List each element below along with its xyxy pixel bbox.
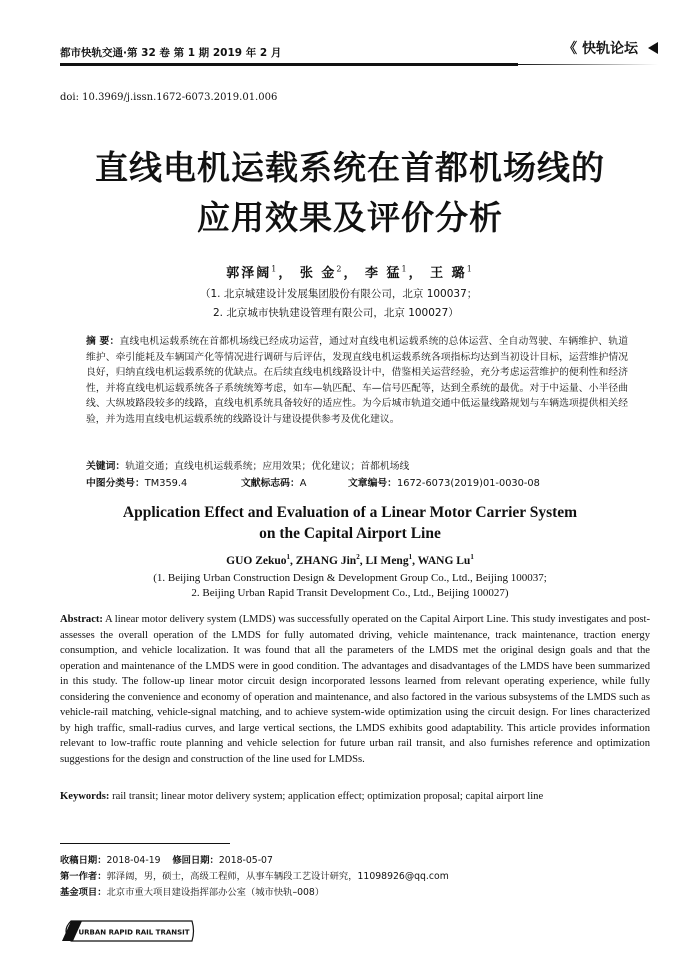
- keywords-en-label: Keywords:: [60, 791, 110, 802]
- keywords-cn-text: 轨道交通；直线电机运载系统；应用效果；优化建议；首都机场线: [125, 461, 410, 472]
- author-en-sup: 1: [408, 553, 413, 561]
- title-en-line-2: on the Capital Airport Line: [259, 525, 441, 542]
- title-cn-line-2: 应用效果及评价分析: [197, 198, 503, 237]
- author-en-sup: 2: [356, 553, 360, 561]
- doi[interactable]: doi: 10.3969/j.issn.1672-6073.2019.01.006: [60, 92, 278, 103]
- section-header: [563, 38, 658, 58]
- author-cn: 郭泽阔: [226, 266, 272, 281]
- clc-label: 中图分类号：: [86, 478, 145, 489]
- footnote-rule: [60, 843, 230, 844]
- keywords-en-text: rail transit; linear motor delivery system; application effect; optimization proposal; capital airport line: [112, 791, 544, 802]
- keywords-en: [60, 791, 543, 802]
- doc-label: 文献标志码：: [241, 478, 300, 489]
- abstract-en-label: Abstract:: [60, 614, 103, 625]
- doc-code: [241, 475, 306, 489]
- footnote-first-author: [60, 868, 449, 882]
- doc-value: A: [299, 478, 307, 489]
- journal-logo: [60, 920, 196, 942]
- clc-value: TM359.4: [144, 478, 188, 489]
- affiliation-cn-1: （1. 北京城建设计发展集团股份有限公司，北京 100037；: [200, 288, 478, 300]
- author-en: LI Meng: [365, 554, 409, 567]
- funding-text: 北京市重大项目建设指挥部办公室（城市快轨–008）: [106, 887, 325, 898]
- author-en-sup: 1: [286, 553, 291, 561]
- affiliation-en-2: 2. Beijing Urban Rapid Transit Development Co., Ltd., Beijing 100027): [191, 587, 509, 599]
- article-number: [348, 475, 540, 489]
- article-label: 文章编号：: [348, 478, 397, 489]
- author-cn: 王 璐: [430, 266, 467, 281]
- abstract-en-text: A linear motor delivery system (LMDS) was successfully operated on the Capital Airport Line. This study investigates and post-assesses the overall operation of the LMDS for fully automated driving, vehicle maintenance, track maintenance, traction energy consumption, and vehicle localization. It was found that all the parameters of the LMDS met the original design goals and that the operation and maintenance of the LMDS were in good condition. The advantages and disadvantages of the LMDS have been summarized in this study. The follow-up linear motor circuit design incorporated lessons learned from relevant operating experience, while fully considering the convenience and economy of operation and maintenance, and also factored in the various subsystems of the LMDS such as vehicle-rail matching, vehicle-signal matching, and to achieve system-wide optimization using the circuit design. For lines characterized by high traffic, small-radius curves, and large vertical sections, the LMDS exhibits good adaptability. This article provides information relevant to low-traffic route planning and vehicle selection for future urban rail transit, and also furnishes reference and optimization suggestions for the design and construction of the line used for LMDSs.: [60, 614, 650, 765]
- triangle-left-icon: [648, 42, 658, 54]
- affiliation-cn-2: 2. 北京城市快轨建设管理有限公司，北京 100027）: [213, 307, 459, 319]
- affiliation-en-1: (1. Beijing Urban Construction Design & Development Group Co., Ltd., Beijing 100037;: [153, 572, 547, 584]
- revised-date: 2018-05-07: [218, 855, 273, 866]
- revised-label: 修回日期：: [172, 855, 219, 866]
- keywords-cn: [86, 458, 409, 472]
- clc-number: [86, 475, 187, 489]
- logo-text: URBAN RAPID RAIL TRANSIT: [78, 928, 190, 937]
- abstract-cn: [86, 334, 628, 428]
- title-en: [0, 502, 700, 544]
- section-label: 《 快轨论坛: [563, 41, 638, 57]
- article-value: 1672-6073(2019)01-0030-08: [396, 478, 540, 489]
- author-en-sup: 1: [470, 553, 474, 561]
- authors-cn: 郭泽阔$^1$， 张 金$^2$， 李 猛$^1$， 王 璐$^1$: [226, 264, 474, 281]
- footnote-funding: [60, 884, 324, 898]
- author-cn: 李 猛: [365, 266, 402, 281]
- author-cn-sup: 1: [271, 264, 279, 274]
- abstract-en: [60, 612, 650, 767]
- author-cn: 张 金: [299, 266, 337, 281]
- header-rule-fade: [518, 64, 658, 65]
- abstract-cn-label: 摘 要：: [86, 336, 120, 347]
- first-author-text: 郭泽阔，男，硕士，高级工程师，从事车辆段工艺设计研究，11098926@qq.com: [106, 871, 449, 882]
- funding-label: 基金项目：: [60, 887, 107, 898]
- author-cn-sup: 2: [336, 264, 344, 274]
- title-cn-line-1: 直线电机运载系统在首都机场线的: [95, 148, 605, 187]
- author-en: WANG Lu: [417, 554, 471, 567]
- abstract-cn-text: 直线电机运载系统在首都机场线已经成功运营，通过对直线电机运载系统的总体运营、全自动驾驶、车辆维护、轨道维护、牵引能耗及车辆国产化等情况进行调研与后评估，发现直线电机运载系统各项指标均达到当初设计目标，运营维护情况良好，归纳直线电机运载系统的优缺点。在后续直线电机线路设计中，借鉴相关运营经验，充分考虑运营维护的便利性和经济性，并将直线电机运载系统各子系统统筹考虑，如车—轨匹配、车—信号匹配等，达到全系统的最优。对于中运量、小半径曲线、大纵坡路段较多的线路，直线电机系统具备较好的适应性。为今后城市轨道交通中低运量线路规划与车辆选项提供相关经验，并为选用直线电机运载系统的线路设计与建设提供参考及优化建议。: [86, 336, 628, 425]
- authors-en: GUO Zekuo$^1$, ZHANG Jin$^2$, LI Meng$^1$, WANG Lu$^1$: [226, 553, 474, 567]
- author-en: GUO Zekuo: [226, 554, 287, 567]
- journal-header: 都市快轨交通·第 32 卷 第 1 期 2019 年 2 月: [60, 47, 282, 59]
- received-date: 2018-04-19: [106, 855, 161, 866]
- author-cn-sup: 1: [466, 264, 474, 274]
- received-label: 收稿日期：: [60, 855, 107, 866]
- author-en: ZHANG Jin: [295, 554, 357, 567]
- title-en-line-1: Application Effect and Evaluation of a Linear Motor Carrier System: [122, 504, 578, 521]
- header-rule: [60, 63, 518, 66]
- keywords-cn-label: 关键词：: [86, 461, 126, 472]
- first-author-label: 第一作者：: [60, 871, 107, 882]
- author-cn-sup: 1: [401, 264, 409, 274]
- footnote-dates: [60, 852, 273, 866]
